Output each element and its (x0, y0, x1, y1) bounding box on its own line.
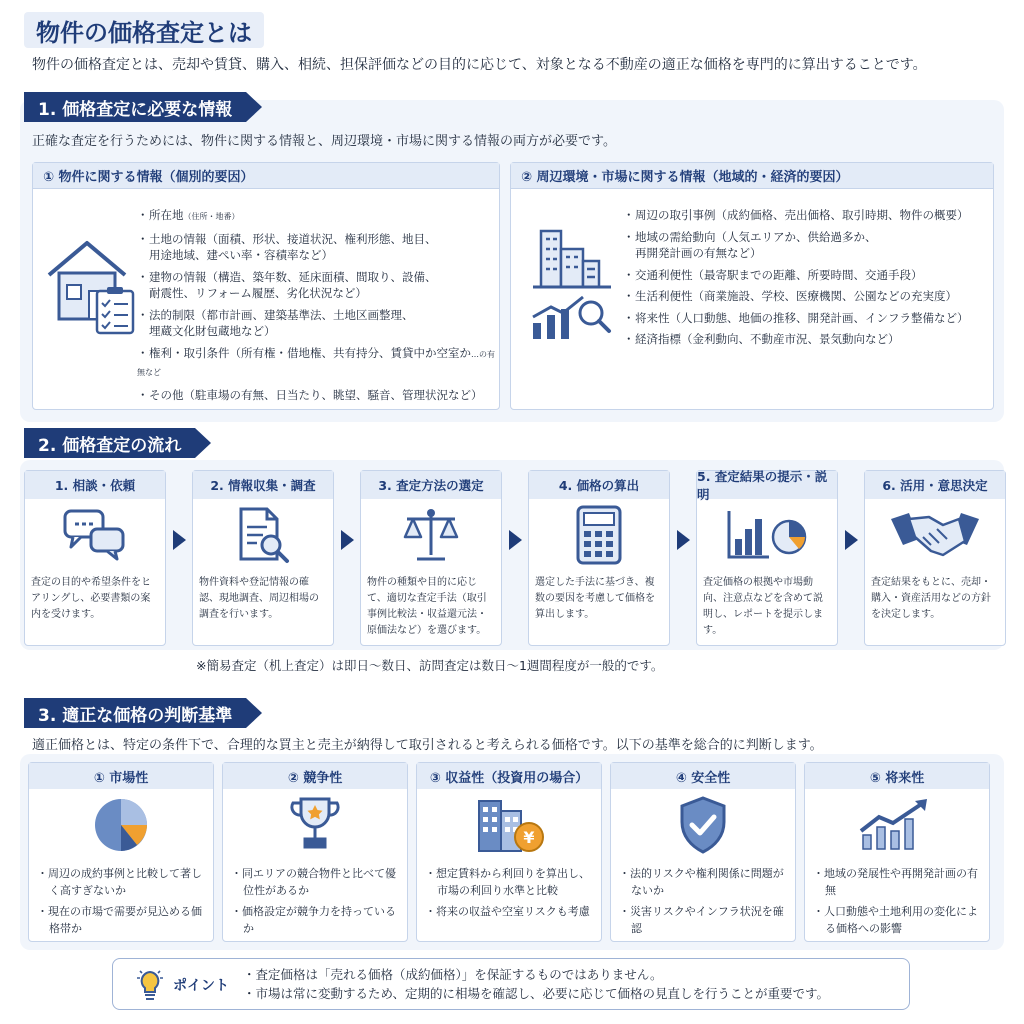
criteria-item: ・地域の発展性や再開発計画の有無 (813, 867, 978, 897)
page-title: 物件の価格査定とは (24, 12, 264, 48)
criteria-item-text: 想定賃料から利回りを算出し、市場の利回り水準と比較 (436, 867, 590, 897)
criteria-title: ③ 収益性（投資用の場合） (417, 763, 601, 789)
market-info-title: ② 周辺環境・市場に関する情報（地域的・経済的要因） (511, 163, 993, 189)
bullet: ・ (623, 289, 635, 303)
flow-step-title: 3. 査定方法の選定 (361, 471, 501, 499)
shield-check-icon (611, 789, 795, 861)
info-item-text: 生活利便性（商業施設、学校、医療機関、公園などの充実度） (635, 289, 957, 303)
flow-step-title: 6. 活用・意思決定 (865, 471, 1005, 499)
flow-step-2 (192, 470, 334, 646)
criteria-item-text: 周辺の成約事例と比較して著しく高すぎないか (48, 867, 202, 897)
info-item-subtext: 埋蔵文化財包蔵地など） (149, 324, 276, 338)
section1-heading: 1. 価格査定に必要な情報 (24, 92, 246, 122)
flow-step-text: 査定の目的や希望条件をヒアリングし、必要書類の案内を受けます。 (31, 577, 151, 620)
calculator-icon (529, 499, 669, 571)
info-list-item (137, 231, 497, 264)
section3-heading: 3. 適正な価格の判断基準 (24, 698, 246, 728)
info-list-item (623, 207, 993, 224)
info-item-subtext: 用途地域、建ぺい率・容積率など） (149, 248, 333, 262)
point-line: ・市場は常に変動するため、定期的に相場を確認し、必要に応じて価格の見直しを行うことが重要です。 (243, 986, 830, 1001)
criteria-card-5 (804, 762, 990, 942)
criteria-item-text: 同エリアの競合物件と比べて優位性があるか (242, 867, 396, 897)
flow-step-4 (528, 470, 670, 646)
info-item-text: 地域の需給動向（人気エリアか、供給過多か、 (635, 229, 877, 244)
info-item-note: （住所・地番） (183, 212, 240, 221)
market-info-box (510, 162, 994, 410)
info-list-item (137, 345, 497, 382)
criteria-title: ② 競争性 (223, 763, 407, 789)
handshake-icon (865, 499, 1005, 571)
bullet: ・ (137, 387, 149, 402)
bullet: ・ (137, 208, 149, 222)
info-item-text: 法的制限（都市計画、建築基準法、土地区画整理、 (149, 307, 414, 322)
document-search-icon (193, 499, 333, 571)
property-info-list (137, 207, 497, 408)
flow-arrow-icon (845, 530, 858, 550)
criteria-item: ・周辺の成約事例と比較して著しく高すぎないか (37, 867, 202, 897)
flow-step-title: 4. 価格の算出 (529, 471, 669, 499)
criteria-card-2 (222, 762, 408, 942)
flow-panel (20, 460, 1004, 650)
section1-text: 正確な査定を行うためには、物件に関する情報と、周辺環境・市場に関する情報の両方が必要です。 (32, 134, 616, 149)
info-list-item (623, 267, 993, 284)
city-growth-icon (525, 227, 615, 351)
page-intro: 物件の価格査定とは、売却や賃貸、購入、相続、担保評価などの目的に応じて、対象となる不動産の適正な価格を専門的に算出することです。 (32, 57, 927, 73)
info-item-text: 土地の情報（面積、形状、接道状況、権利形態、地目、 (149, 231, 437, 246)
flow-arrow-icon (677, 530, 690, 550)
building-yen-icon (417, 789, 601, 861)
flow-step-text: 選定した手法に基づき、複数の要因を考慮して価格を算出します。 (535, 577, 655, 620)
flow-step-title: 1. 相談・依頼 (25, 471, 165, 499)
criteria-item-text: 将来の収益や空室リスクも考慮 (436, 905, 590, 918)
flow-arrow-icon (509, 530, 522, 550)
info-item-text: 交通利便性（最寄駅までの距離、所要時間、交通手段） (635, 267, 923, 282)
flow-step-text: 物件の種類や目的に応じて、適切な査定手法（取引事例比較法・収益還元法・原価法など）を選びます。 (367, 577, 487, 636)
criteria-item-text: 人口動態や土地利用の変化による価格への影響 (824, 905, 978, 935)
flow-step-3 (360, 470, 502, 646)
criteria-item-text: 災害リスクやインフラ状況を確認 (630, 905, 784, 935)
criteria-item: ・人口動態や土地利用の変化による価格への影響 (813, 905, 978, 935)
info-item-text: 将来性（人口動態、地価の推移、開発計画、インフラ整備など） (635, 310, 969, 325)
flow-step-text: 査定結果をもとに、売却・購入・資産活用などの方針を決定します。 (871, 577, 991, 620)
flow-note: ※簡易査定（机上査定）は即日〜数日、訪問査定は数日〜1週間程度が一般的です。 (196, 658, 664, 673)
market-info-list (623, 207, 993, 353)
bullet: ・ (137, 307, 149, 322)
svg-text:¥: ¥ (523, 828, 535, 847)
bullet: ・ (137, 231, 149, 246)
section3-text: 適正価格とは、特定の条件下で、合理的な買主と売主が納得して取引されると考えられる価格です。以下の基準を総合的に判断します。 (32, 738, 823, 753)
criteria-items (417, 861, 601, 928)
info-item-text: その他（駐車場の有無、日当たり、眺望、騒音、管理状況など） (149, 387, 483, 402)
criteria-item: ・現在の市場で需要が見込める価格帯か (37, 905, 202, 935)
info-item-note: …の有無など (137, 349, 495, 377)
info-list-item (623, 331, 993, 348)
growth-chart-icon (805, 789, 989, 861)
criteria-item-text: 法的リスクや権利関係に問題がないか (630, 867, 784, 897)
flow-step-text: 査定価格の根拠や市場動向、注意点などを含めて説明し、レポートを提示します。 (703, 577, 823, 636)
bullet: ・ (137, 345, 149, 360)
flow-step-1 (24, 470, 166, 646)
bullet: ・ (623, 208, 635, 222)
point-line: ・査定価格は「売れる価格（成約価格）」を保証するものではありません。 (243, 967, 663, 982)
info-list-item (623, 229, 993, 262)
info-item-subtext: 再開発計画の有無など） (635, 246, 762, 260)
info-list-item (137, 207, 497, 226)
trophy-icon (223, 789, 407, 861)
bullet: ・ (623, 332, 635, 346)
criteria-items (223, 861, 407, 945)
bullet: ・ (623, 267, 635, 282)
criteria-item: ・想定賃料から利回りを算出し、市場の利回り水準と比較 (425, 867, 590, 897)
house-checklist-icon (45, 235, 137, 339)
criteria-title: ⑤ 将来性 (805, 763, 989, 789)
criteria-items (611, 861, 795, 945)
info-item-text: 周辺の取引事例（成約価格、売出価格、取引時期、物件の概要） (635, 208, 969, 222)
chat-bubbles-icon (25, 499, 165, 571)
criteria-items (29, 861, 213, 945)
info-item-text: 権利・取引条件（所有権・借地権、共有持分、賃貸中か空室か (149, 345, 471, 360)
flow-step-title: 2. 情報収集・調査 (193, 471, 333, 499)
flow-arrow-icon (173, 530, 186, 550)
info-list-item (137, 307, 497, 340)
scales-icon (361, 499, 501, 571)
info-list-item (137, 269, 497, 302)
criteria-title: ① 市場性 (29, 763, 213, 789)
criteria-items (805, 861, 989, 945)
criteria-title: ④ 安全性 (611, 763, 795, 789)
info-item-text: 経済指標（金利動向、不動産市況、景気動向など） (635, 332, 900, 346)
point-label: ポイント (173, 978, 229, 994)
criteria-item: ・価格設定が競争力を持っているか (231, 905, 396, 935)
criteria-item-text: 現在の市場で需要が見込める価格帯か (48, 905, 202, 935)
flow-step-6 (864, 470, 1006, 646)
bullet: ・ (623, 229, 635, 244)
criteria-card-1 (28, 762, 214, 942)
criteria-item: ・法的リスクや権利関係に問題がないか (619, 867, 784, 897)
section2-heading: 2. 価格査定の流れ (24, 428, 195, 458)
property-info-title: ① 物件に関する情報（個別的要因） (33, 163, 499, 189)
bullet: ・ (137, 269, 149, 284)
info-item-text: 所在地 (149, 208, 184, 222)
info-list-item (623, 310, 993, 327)
criteria-item: ・同エリアの競合物件と比べて優位性があるか (231, 867, 396, 897)
criteria-item-text: 地域の発展性や再開発計画の有無 (824, 867, 978, 897)
flow-step-text: 物件資料や登記情報の確認、現地調査、周辺相場の調査を行います。 (199, 577, 319, 620)
property-info-box (32, 162, 500, 410)
point-box (112, 958, 910, 1010)
info-list-item (623, 288, 993, 305)
info-item-text: 建物の情報（構造、築年数、延床面積、間取り、設備、 (149, 269, 437, 284)
criteria-item: ・将来の収益や空室リスクも考慮 (425, 905, 590, 918)
flow-step-5 (696, 470, 838, 646)
lightbulb-icon (135, 968, 165, 1006)
flow-step-title: 5. 査定結果の提示・説明 (697, 471, 837, 499)
pie-chart-icon (29, 789, 213, 861)
criteria-card-4 (610, 762, 796, 942)
criteria-item-text: 価格設定が競争力を持っているか (242, 905, 396, 935)
criteria-card-3 (416, 762, 602, 942)
info-list-item (137, 387, 497, 404)
bullet: ・ (623, 310, 635, 325)
point-lines (243, 965, 829, 1003)
criteria-item: ・災害リスクやインフラ状況を確認 (619, 905, 784, 935)
chart-report-icon (697, 499, 837, 571)
flow-arrow-icon (341, 530, 354, 550)
info-item-subtext: 耐震性、リフォーム履歴、劣化状況など） (149, 286, 367, 300)
